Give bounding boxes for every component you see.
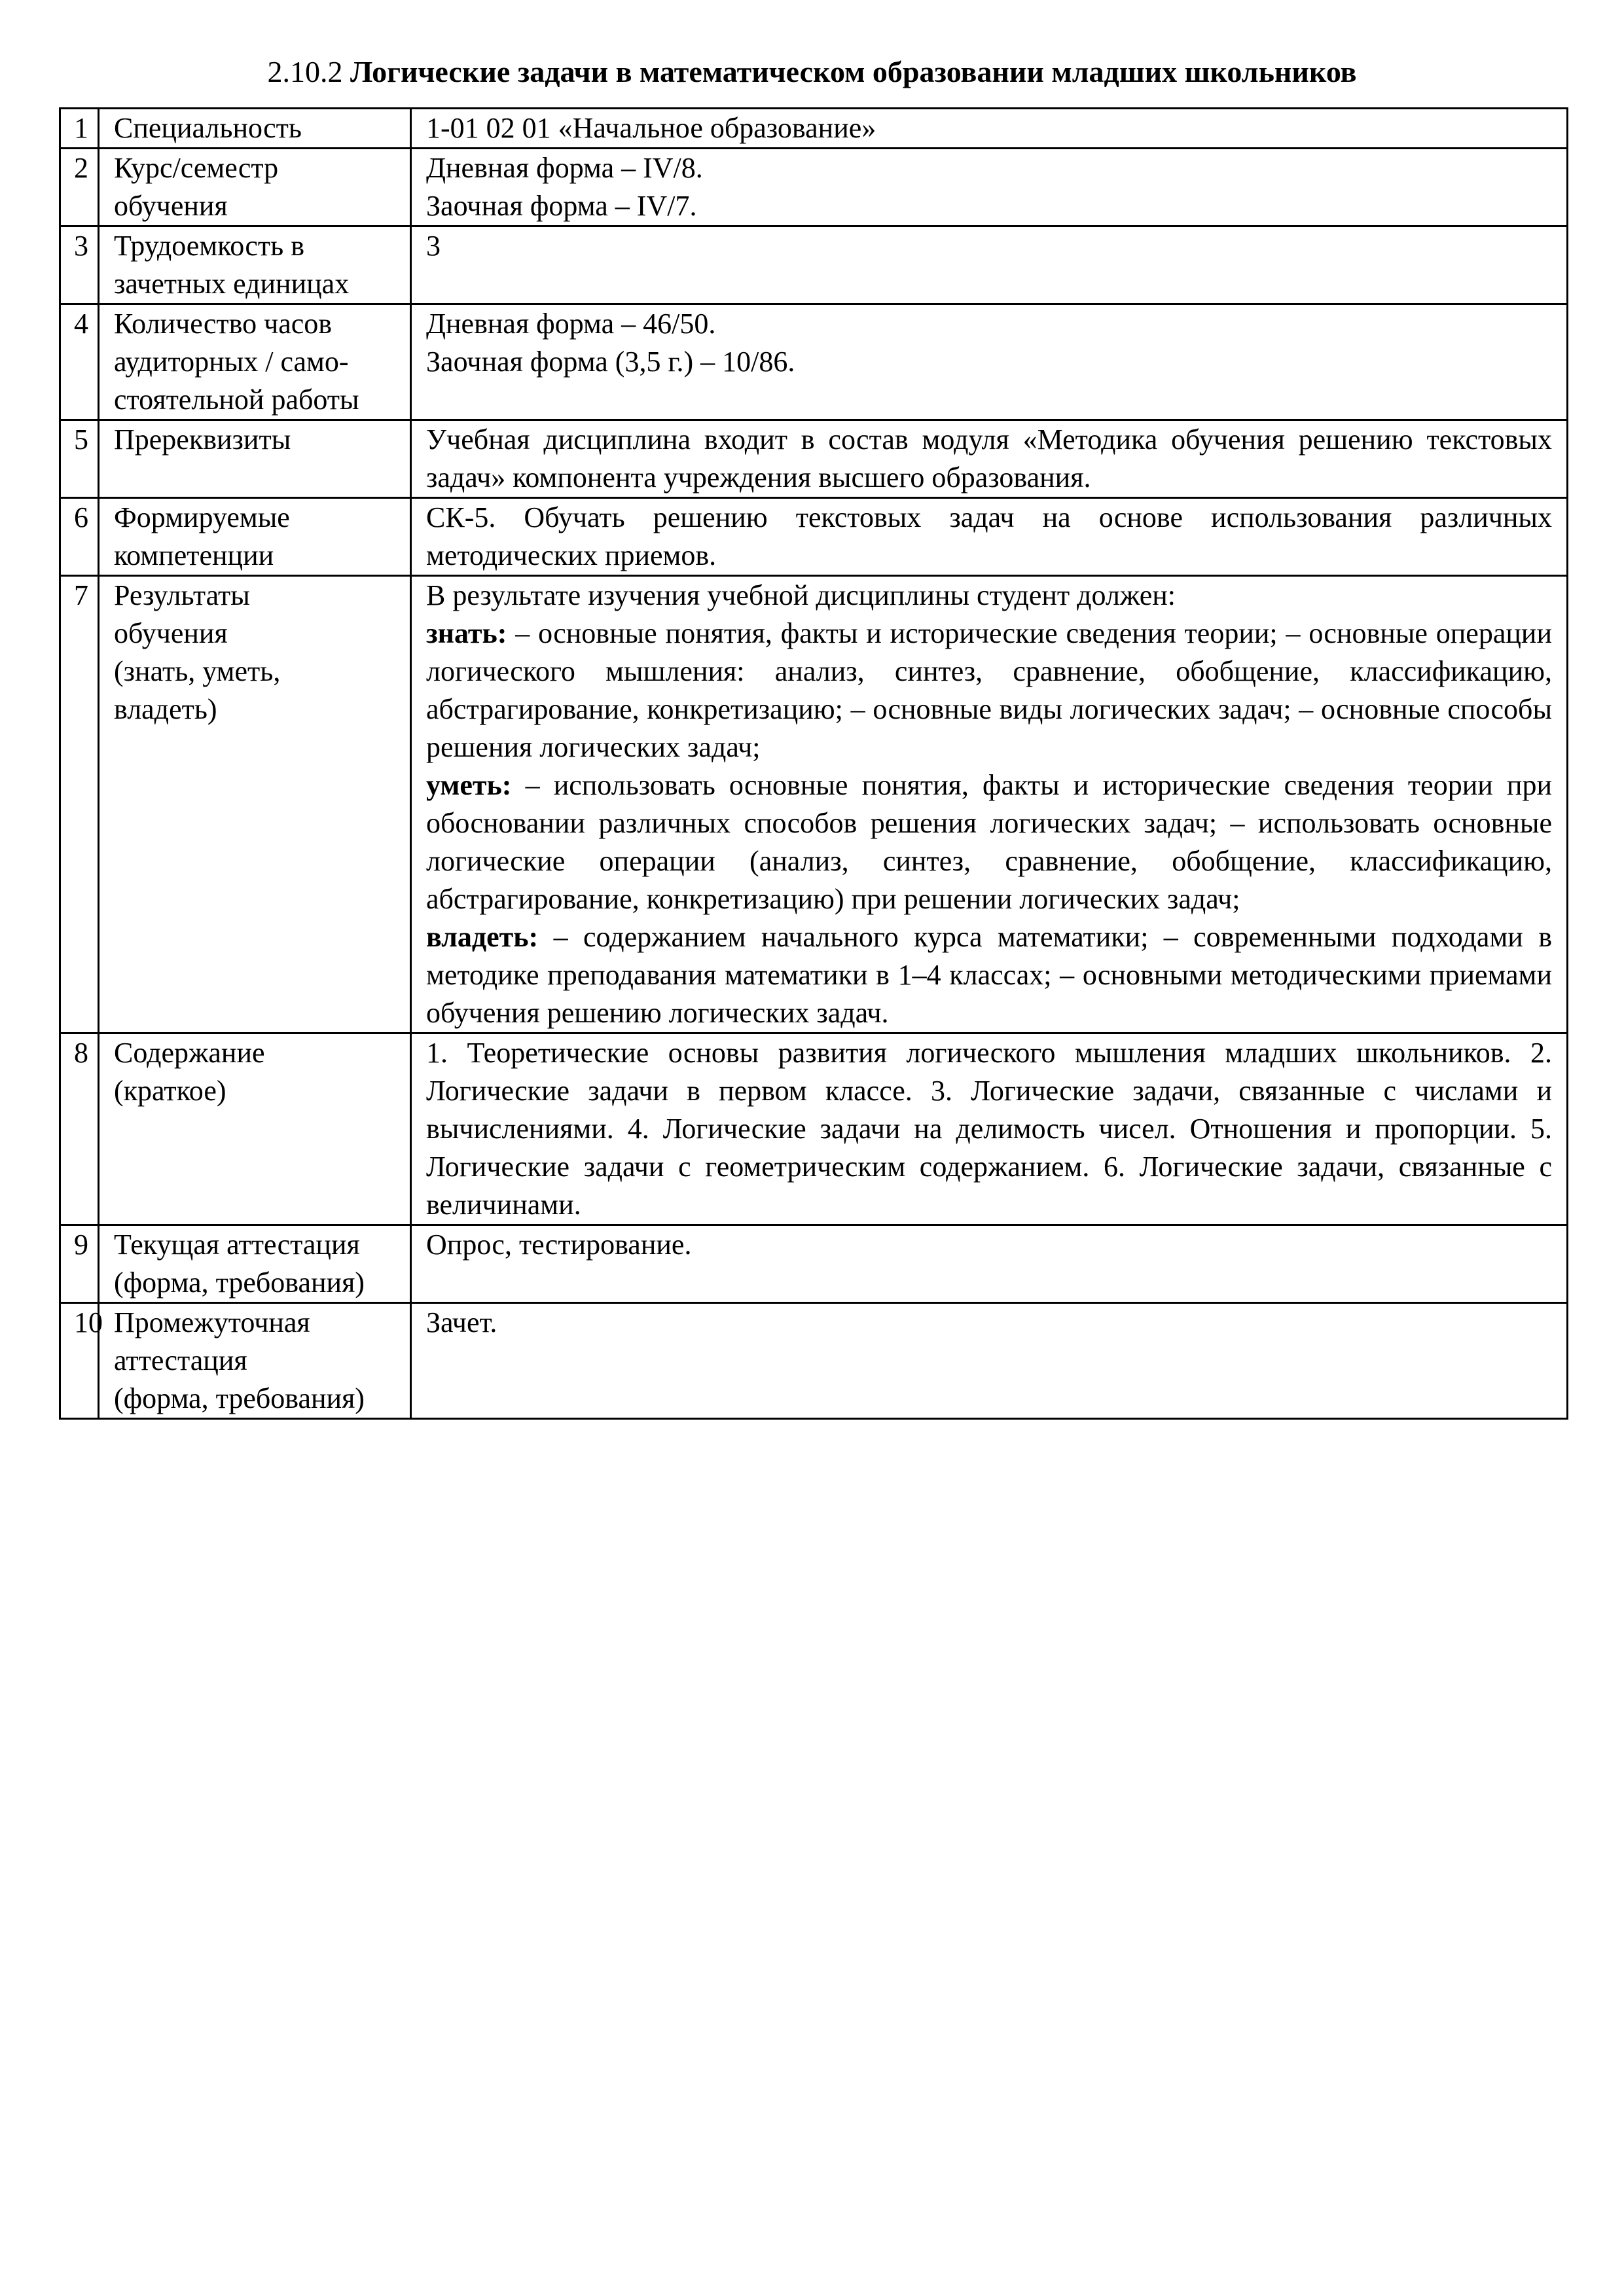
outcome-master: владеть: – содержанием начального курса математики; – современными подходами в методике преподавания математики в 1–4 классах; – основными методическими приемами обучения решению логических задач. xyxy=(426,921,1552,1029)
row-content: СК-5. Обучать решению текстовых задач на основе использования различных методических приемов. xyxy=(411,498,1568,576)
row-label: Количество часов аудиторных / само- стоятельной работы xyxy=(99,304,411,420)
row-number: 7 xyxy=(60,576,99,1033)
discipline-table xyxy=(59,107,1568,1420)
keyword-know: знать: xyxy=(426,617,507,649)
row-number: 8 xyxy=(60,1033,99,1225)
row-number: 3 xyxy=(60,226,99,304)
row-label: Трудоемкость в зачетных единицах xyxy=(99,226,411,304)
document-title xyxy=(0,52,1624,92)
row-label: Текущая аттестация (форма, требования) xyxy=(99,1225,411,1303)
row-content xyxy=(411,576,1568,1033)
row-number: 4 xyxy=(60,304,99,420)
keyword-master: владеть: xyxy=(426,921,539,953)
keyword-can: уметь: xyxy=(426,769,512,801)
row-number: 1 xyxy=(60,109,99,149)
row-content: 1. Теоретические основы развития логического мышления младших школьников. 2. Логические задачи в первом классе. 3. Логические задачи, связанные с числами и вычислениями. 4. Логические задачи на делимость чисел. Отношения и пропорции. 5. Логические задачи с геометрическим содержанием. 6. Логические задачи, связанные с величинами. xyxy=(411,1033,1568,1225)
table-row xyxy=(60,1303,1568,1419)
row-content: 3 xyxy=(411,226,1568,304)
row-label: Промежуточная аттестация (форма, требования) xyxy=(99,1303,411,1419)
row-content: Опрос, тестирование. xyxy=(411,1225,1568,1303)
outcomes-intro: В результате изучения учебной дисциплины студент должен: xyxy=(426,579,1176,611)
row-label: Пререквизиты xyxy=(99,420,411,498)
row-content: Зачет. xyxy=(411,1303,1568,1419)
row-number: 6 xyxy=(60,498,99,576)
row-label: Специальность xyxy=(99,109,411,149)
table-row xyxy=(60,420,1568,498)
table-row xyxy=(60,109,1568,149)
row-content: 1-01 02 01 «Начальное образование» xyxy=(411,109,1568,149)
row-number: 9 xyxy=(60,1225,99,1303)
row-label: Результаты обучения (знать, уметь, владеть) xyxy=(99,576,411,1033)
row-content: Учебная дисциплина входит в состав модуля «Методика обучения решению текстовых задач» компонента учреждения высшего образования. xyxy=(411,420,1568,498)
table-row xyxy=(60,304,1568,420)
table-row xyxy=(60,576,1568,1033)
table-row xyxy=(60,1225,1568,1303)
outcome-can: уметь: – использовать основные понятия, факты и исторические сведения теории при обосновании различных способов решения логических задач; – использовать основные логические операции (анализ, синтез, сравнение, обобщение, классификацию, абстрагирование, конкретизацию) при решении логических задач; xyxy=(426,769,1552,915)
row-label: Формируемые компетенции xyxy=(99,498,411,576)
row-number: 10 xyxy=(60,1303,99,1419)
title-number: 2.10.2 xyxy=(267,55,343,88)
table-row xyxy=(60,1033,1568,1225)
row-label: Курс/семестр обучения xyxy=(99,149,411,226)
table-row xyxy=(60,226,1568,304)
row-number: 5 xyxy=(60,420,99,498)
row-number: 2 xyxy=(60,149,99,226)
outcome-know: знать: – основные понятия, факты и исторические сведения теории; – основные операции логического мышления: анализ, синтез, сравнение, обобщение, классификацию, абстрагирование, конкретизацию; – основные виды логических задач; – основные способы решения логических задач; xyxy=(426,617,1552,763)
row-content: Дневная форма – IV/8. Заочная форма – IV/7. xyxy=(411,149,1568,226)
table-row xyxy=(60,149,1568,226)
table-row xyxy=(60,498,1568,576)
row-label: Содержание (краткое) xyxy=(99,1033,411,1225)
row-content: Дневная форма – 46/50. Заочная форма (3,5 г.) – 10/86. xyxy=(411,304,1568,420)
title-text: Логические задачи в математическом образовании младших школьников xyxy=(350,55,1357,88)
